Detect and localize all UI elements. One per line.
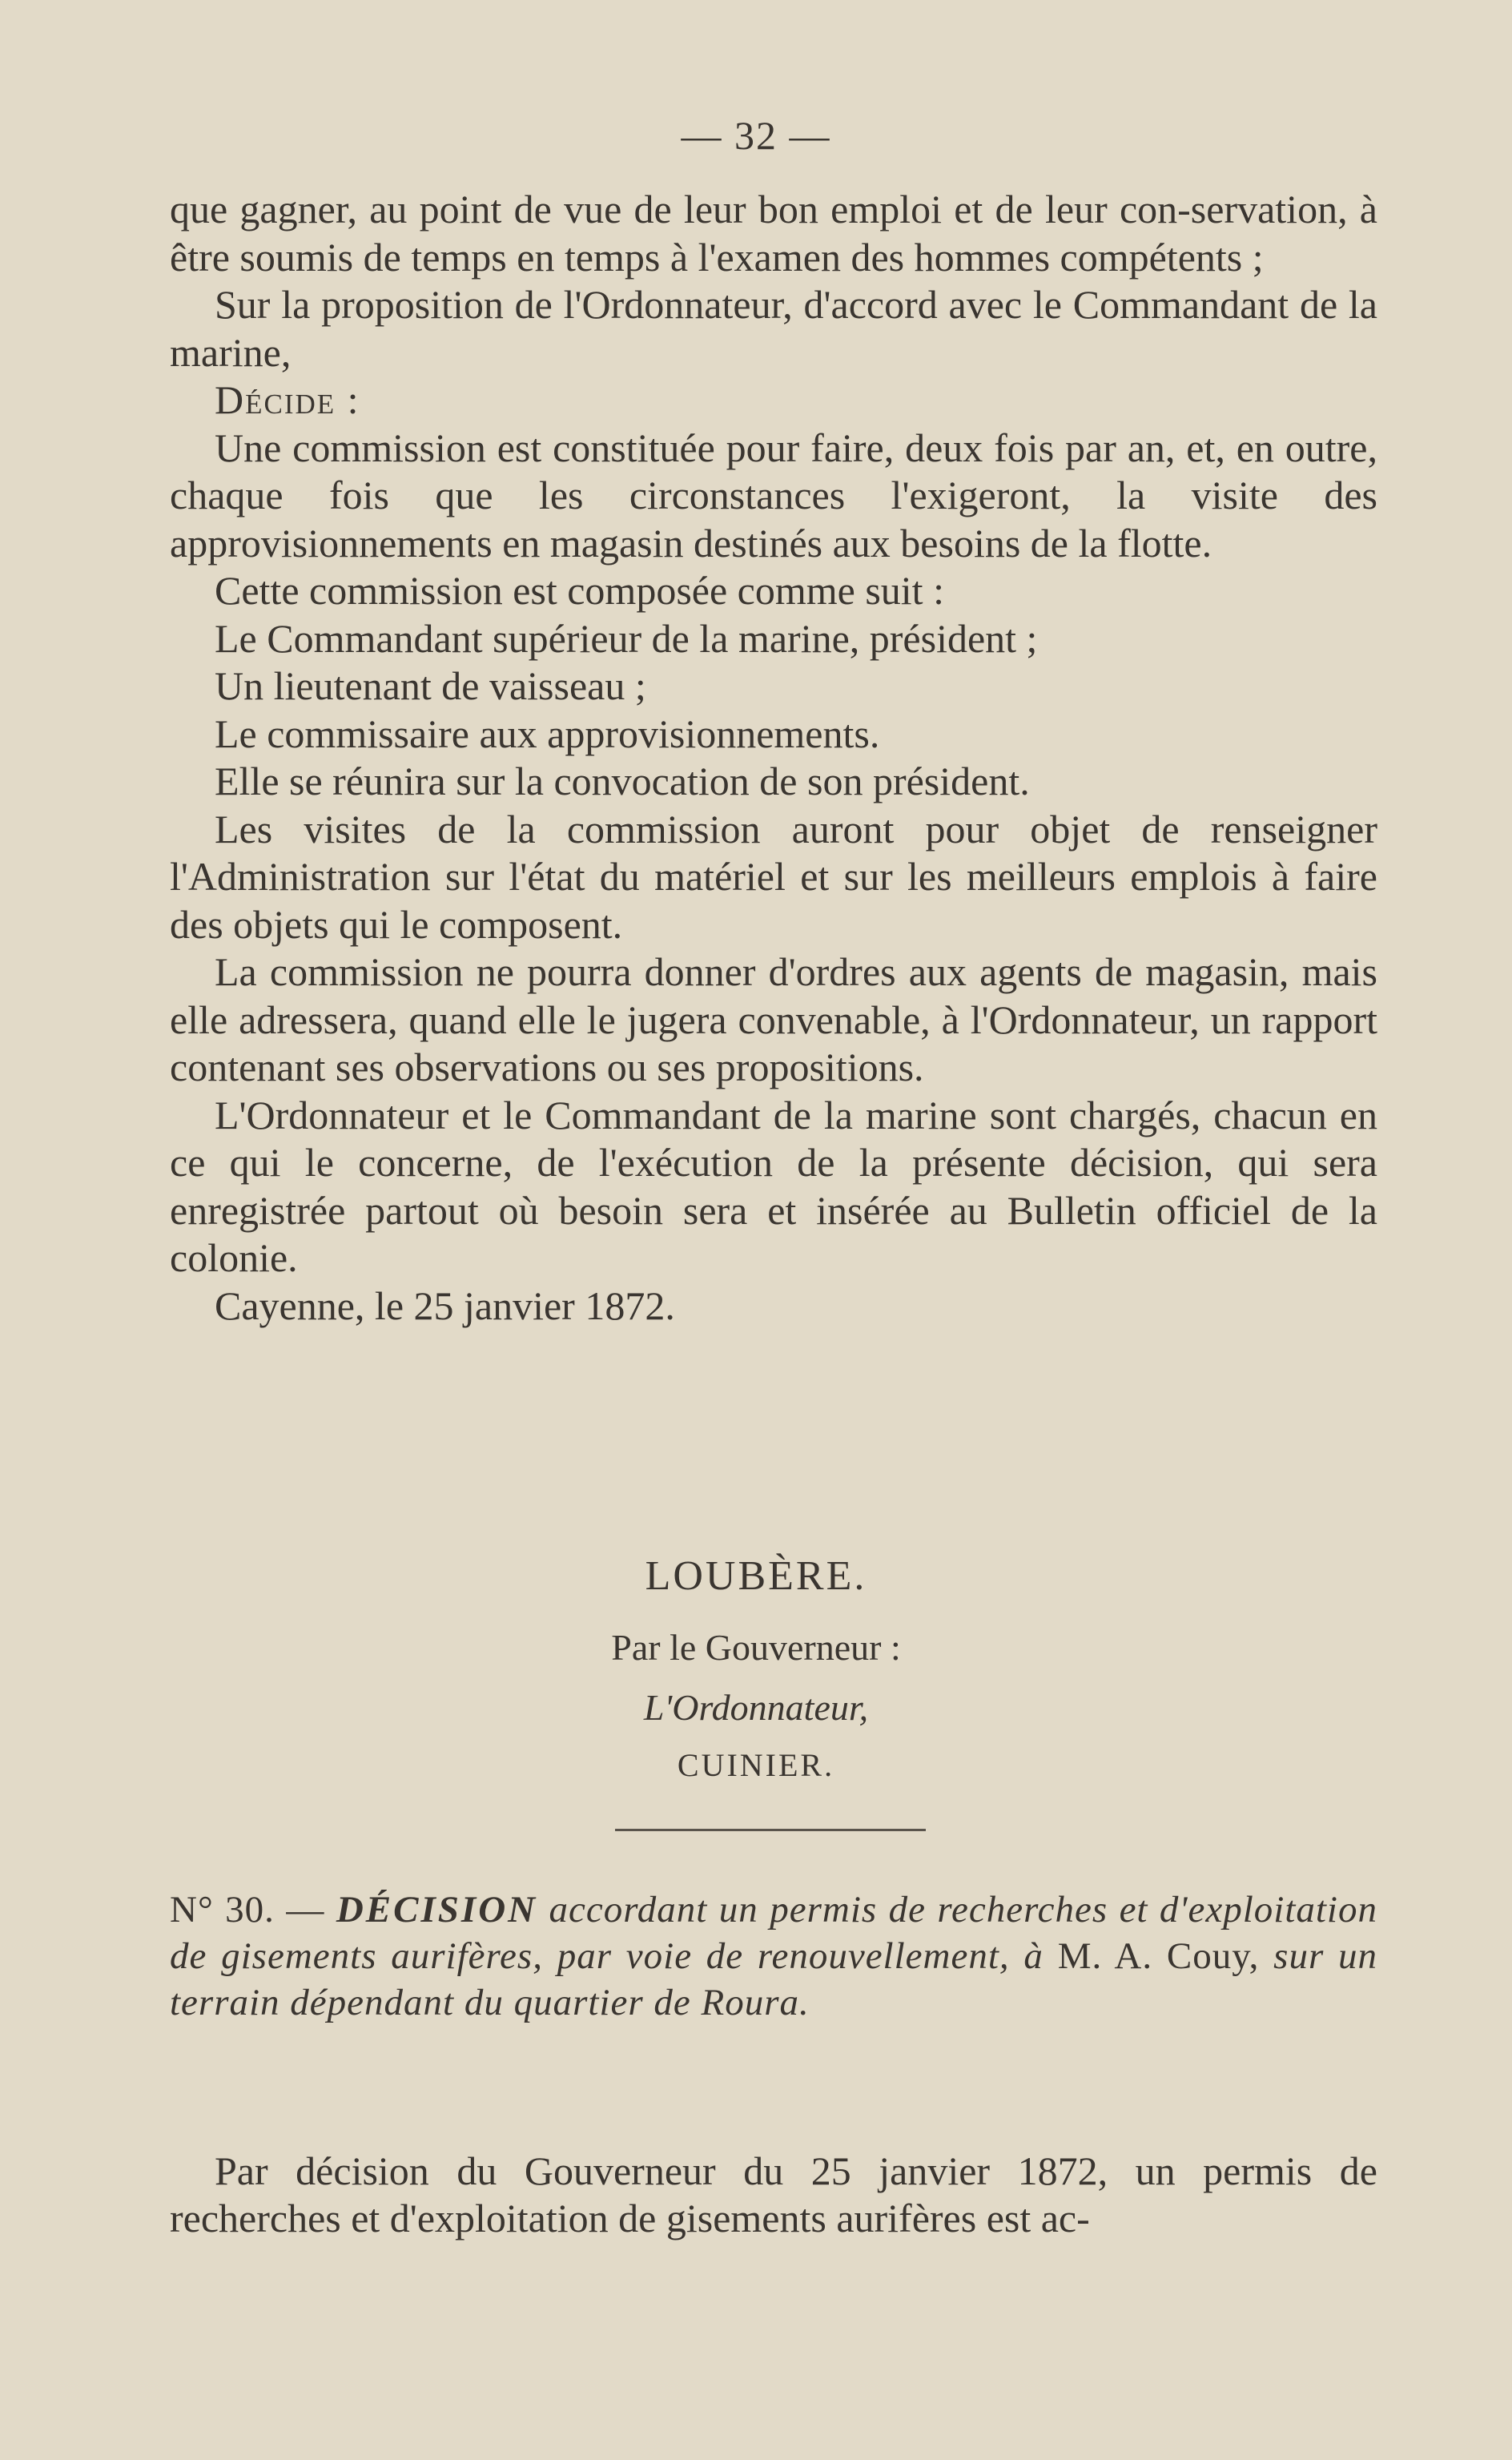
paragraph: L'Ordonnateur et le Commandant de la marine sont chargés, chacun en ce qui le concerne, de l'exécution de la présente décision, qui sera enregistrée partout où besoin sera et insérée au Bulletin officiel de la colonie.: [170, 1092, 1377, 1280]
notice-body: [170, 2108, 1377, 2282]
signature-role: L'Ordonnateur,: [643, 1687, 869, 1728]
notice-holder: M. A. Couy,: [1057, 1935, 1260, 1977]
signature-signatory: CUINIER.: [677, 1747, 835, 1783]
notice-heading: [170, 1886, 1377, 2026]
decide-heading: Décide :: [215, 377, 360, 422]
member-item: Le Commandant supérieur de la marine, président ;: [215, 615, 1038, 661]
date-line: Cayenne, le 25 janvier 1872.: [215, 1282, 675, 1328]
notice-title: accordant un permis de recherches et d'exploitation de gisements aurifères, par voie de renouvellement, à: [170, 1889, 1377, 1977]
notice-type: DÉCISION: [336, 1889, 538, 1931]
page-number: — 32 —: [681, 113, 831, 158]
paragraph: que gagner, au point de vue de leur bon emploi et de leur con-servation, à être soumis de temps en temps à l'examen des hommes compétents ;: [170, 187, 1377, 280]
decision-text: [170, 186, 1377, 1330]
member-item: Un lieutenant de vaisseau ;: [215, 663, 646, 708]
notice-number: N° 30. —: [170, 1889, 325, 1931]
notice-place: Roura.: [701, 1982, 810, 2023]
paragraph: Par décision du Gouverneur du 25 janvier 1872, un permis de recherches et d'exploitation de gisements aurifères est ac-: [170, 2148, 1377, 2241]
paragraph: Elle se réunira sur la convocation de son président.: [215, 759, 1030, 803]
member-item: Le commissaire aux approvisionnements.: [215, 711, 880, 756]
section-divider: [615, 1829, 926, 1831]
paragraph: Cette commission est composée comme suit :: [215, 568, 944, 613]
signature-for: Par le Gouverneur :: [611, 1627, 901, 1668]
signature-name: LOUBÈRE.: [645, 1553, 867, 1599]
paragraph: Sur la proposition de l'Ordonnateur, d'accord avec le Commandant de la marine,: [170, 282, 1377, 375]
paragraph: Une commission est constituée pour faire, deux fois par an, et, en outre, chaque fois que les circonstances l'exigeront, la visite des approvisionnements en magasin destinés aux besoins de la flotte.: [170, 425, 1377, 566]
notice-title-end: sur un terrain dépendant du quartier de: [170, 1935, 1378, 2023]
paragraph: La commission ne pourra donner d'ordres aux agents de magasin, mais elle adressera, quand elle le jugera convenable, à l'Ordonnateur, un rapport contenant ses observations ou ses propositions.: [170, 949, 1377, 1089]
paragraph: Les visites de la commission auront pour objet de renseigner l'Administration sur l'état du matériel et sur les meilleurs emplois à faire des objets qui le composent.: [170, 806, 1377, 947]
